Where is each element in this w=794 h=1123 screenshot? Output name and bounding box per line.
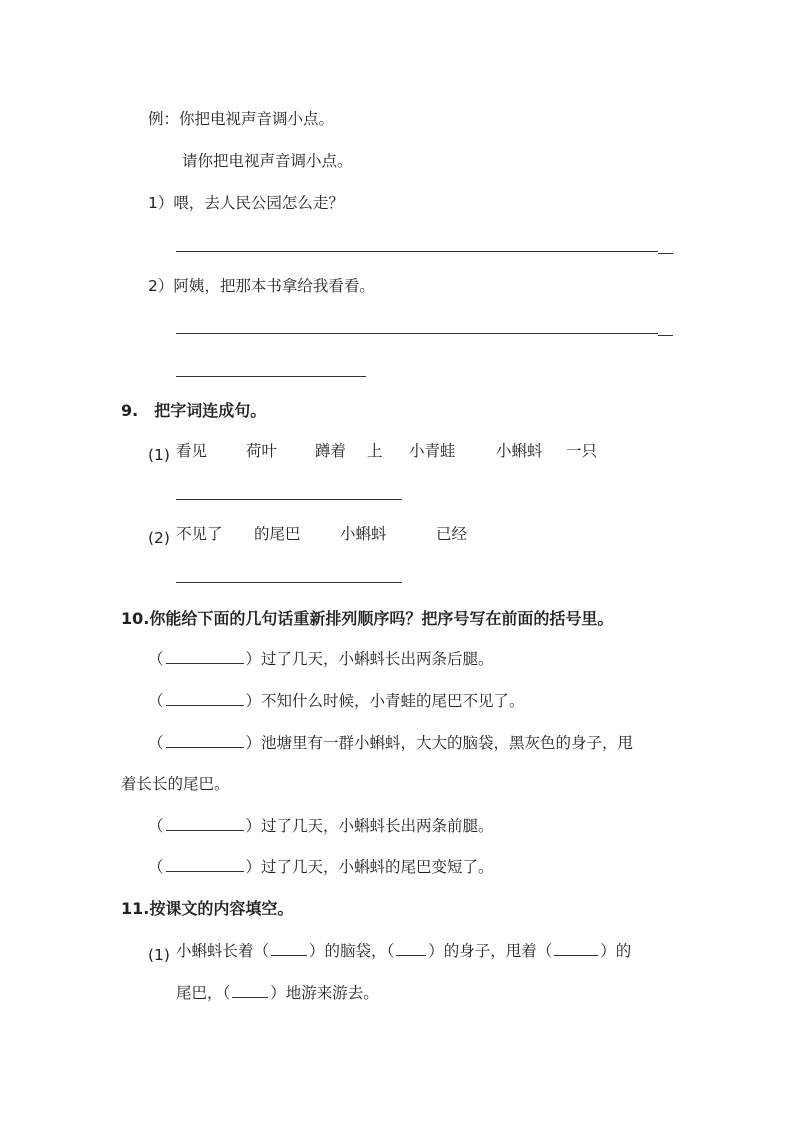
- q11-item-number: (1): [148, 946, 170, 964]
- fill-text: ）的: [600, 942, 632, 960]
- answer-line: [176, 582, 402, 583]
- q9-title: 9. 把字词连成句。: [121, 401, 267, 420]
- order-blank[interactable]: [166, 816, 244, 831]
- order-blank[interactable]: [166, 691, 244, 706]
- word-token: 蹲着: [315, 442, 347, 460]
- answer-line: [176, 499, 402, 500]
- order-blank[interactable]: [166, 857, 244, 872]
- paren-open: （: [148, 650, 164, 668]
- q10-item-text: 过了几天，小蝌蚪长出两条后腿。: [261, 650, 494, 668]
- q10-item-text: 不知什么时候，小青蛙的尾巴不见了。: [261, 692, 525, 710]
- paren-close: ）: [245, 858, 262, 876]
- word-token: 荷叶: [246, 442, 278, 460]
- answer-line: [176, 376, 366, 377]
- example-answer: 请你把电视声音调小点。: [182, 152, 353, 170]
- paren-open: （: [148, 817, 164, 835]
- q10-item-text: 池塘里有一群小蝌蚪，大大的脑袋，黑灰色的身子，甩: [261, 734, 634, 752]
- fill-blank[interactable]: [554, 941, 598, 956]
- fill-blank[interactable]: [271, 941, 307, 956]
- example-line: 例：你把电视声音调小点。: [148, 110, 335, 128]
- q10-item-3: [148, 732, 633, 754]
- q10-item-1: [148, 648, 494, 670]
- order-blank[interactable]: [166, 649, 244, 664]
- fill-blank[interactable]: [232, 983, 268, 998]
- q9-row-2-number: (2): [148, 529, 170, 547]
- answer-line-tail: [658, 335, 673, 336]
- word-token: 的尾巴: [254, 525, 301, 543]
- q11-item-line-1: [176, 940, 631, 962]
- fill-text: 小蝌蚪长着（: [176, 942, 270, 960]
- q9-row-1-number: (1): [148, 446, 170, 464]
- word-token: 上: [367, 442, 383, 460]
- q10-item-3-continued: 着长长的尾巴。: [121, 775, 230, 793]
- q10-item-5: [148, 856, 494, 878]
- word-token: 一只: [566, 442, 598, 460]
- paren-close: ）: [245, 734, 262, 752]
- q10-item-2: [148, 690, 525, 712]
- paren-open: （: [148, 692, 164, 710]
- word-token: 已经: [436, 525, 468, 543]
- q10-item-text: 过了几天，小蝌蚪的尾巴变短了。: [261, 858, 494, 876]
- q10-title: 10.你能给下面的几句话重新排列顺序吗？把序号写在前面的括号里。: [121, 609, 614, 628]
- q11-item-line-2: [176, 982, 379, 1004]
- word-token: 小青蛙: [409, 442, 456, 460]
- q10-item-4: [148, 815, 494, 837]
- fill-text: ）的身子，甩着（: [428, 942, 553, 960]
- paren-close: ）: [245, 817, 262, 835]
- word-token: 不见了: [176, 525, 223, 543]
- word-token: 小蝌蚪: [496, 442, 543, 460]
- fill-text: ）的脑袋，（: [309, 942, 395, 960]
- paren-open: （: [148, 734, 164, 752]
- q8-item-2: 2）阿姨，把那本书拿给我看看。: [148, 277, 375, 295]
- q8-item-1: 1）喂，去人民公园怎么走？: [148, 194, 344, 212]
- word-token: 小蝌蚪: [340, 525, 387, 543]
- q11-title: 11.按课文的内容填空。: [121, 899, 294, 918]
- fill-blank[interactable]: [396, 941, 426, 956]
- q10-item-text: 过了几天，小蝌蚪长出两条前腿。: [261, 817, 494, 835]
- fill-text: ）地游来游去。: [270, 984, 379, 1002]
- paren-close: ）: [245, 692, 262, 710]
- order-blank[interactable]: [166, 733, 244, 748]
- fill-text: 尾巴，（: [176, 984, 231, 1002]
- answer-line: [176, 251, 658, 252]
- answer-line-tail: [658, 253, 673, 254]
- answer-line: [176, 333, 658, 334]
- paren-open: （: [148, 858, 164, 876]
- paren-close: ）: [245, 650, 262, 668]
- word-token: 看见: [176, 442, 208, 460]
